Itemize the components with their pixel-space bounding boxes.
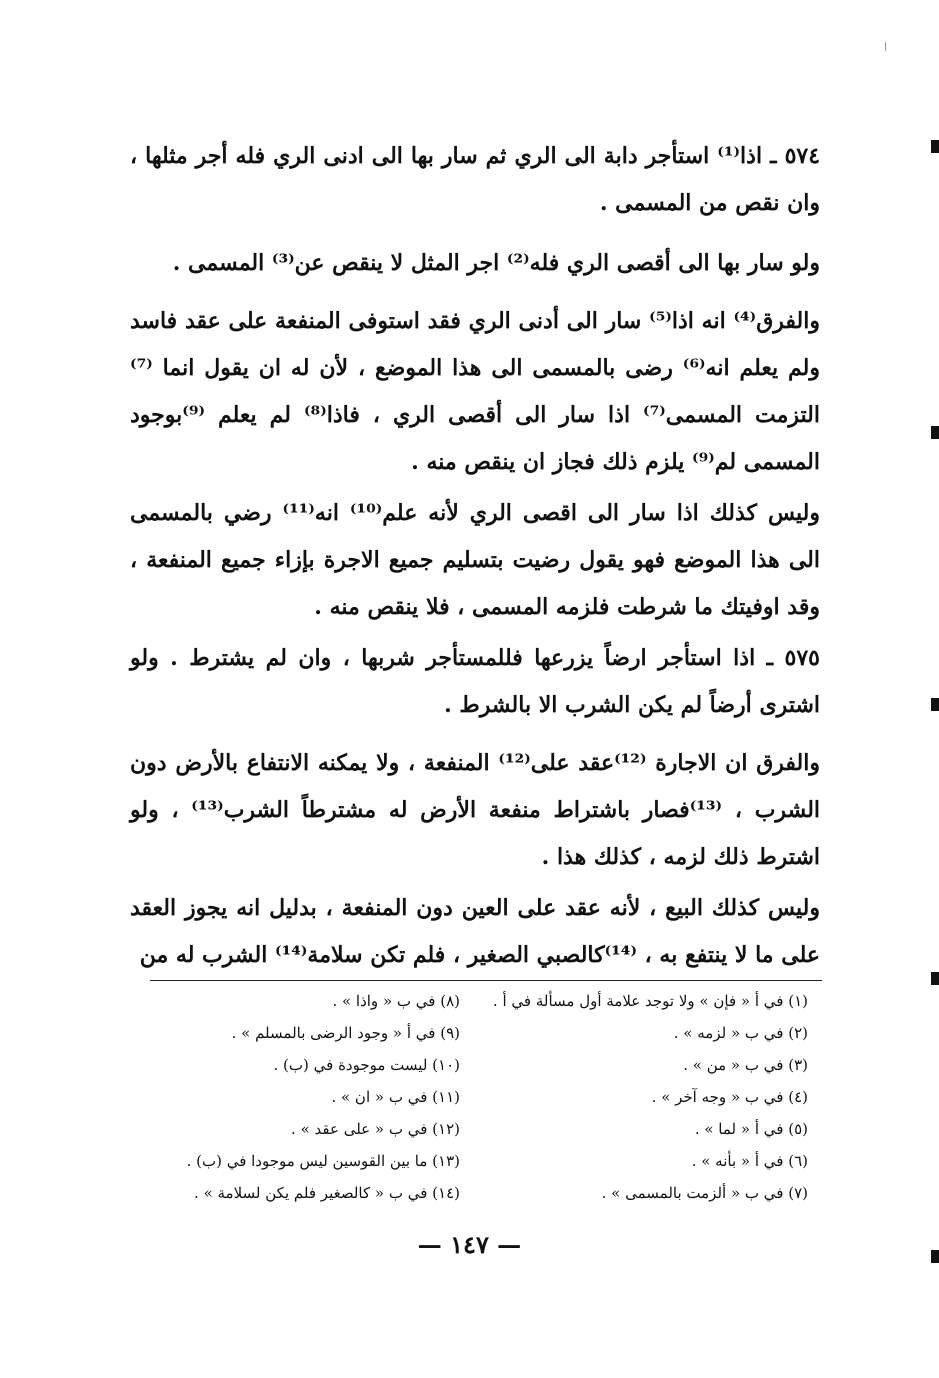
paragraph-574-b — [130, 240, 820, 287]
footnote: (٣) في ب « من » . — [683, 1056, 808, 1074]
paragraph-text: ٥٧٤ ـ اذا⁽¹⁾ استأجر دابة الى الري ثم سار بها الى ادنى الري فله أجر مثلها ، وان نقص من المسمى . — [130, 143, 821, 216]
footnote: (٨) في ب « واذا » . — [332, 992, 460, 1010]
footnote: (٩) في أ « وجود الرضى بالمسلم » . — [231, 1024, 460, 1042]
footnotes-left-column — [130, 985, 460, 1209]
paragraph-text: والفرق⁽⁴⁾ انه اذا⁽⁵⁾ سار الى أدنى الري فقد استوفى المنفعة على عقد فاسد ولم يعلم انه⁽⁶⁾ رضى بالمسمى الى هذا الموضع ، لأن له ان يقول انما ⁽⁷⁾التزمت المسمى⁽⁷⁾ اذا سار الى أقصى الري ، فاذا⁽⁸⁾ لم يعلم ⁽⁹⁾بوجود المسمى لم⁽⁹⁾ يلزم ذلك فجاز ان ينقص منه . — [130, 308, 820, 475]
footnote-divider — [150, 980, 822, 981]
edge-mark — [931, 972, 939, 985]
footnote: (١٠) ليست موجودة في (ب) . — [273, 1056, 460, 1074]
paragraph-not-so-2 — [130, 885, 820, 979]
paragraph-text: وليس كذلك اذا سار الى اقصى الري لأنه علم⁽¹⁰⁾ انه⁽¹¹⁾ رضي بالمسمى الى هذا الموضع فهو يقول رضيت بتسليم جميع الاجرة بإزاء جميع المنفعة ، وقد اوفيتك ما شرطت فلزمه المسمى ، فلا ينقص منه . — [130, 500, 820, 620]
footnotes-right-column — [473, 985, 808, 1209]
footnote: (٤) في ب « وجه آخر » . — [651, 1088, 808, 1106]
page-number: — ١٤٧ — — [417, 1230, 522, 1259]
paragraph-text: والفرق ان الاجارة ⁽¹²⁾عقد على⁽¹²⁾ المنفعة ، ولا يمكنه الانتفاع بالأرض دون الشرب ، ⁽¹³⁾فصار باشتراط منفعة الأرض له مشترطاً الشرب⁽¹³⁾ ، ولو اشترط ذلك لزمه ، كذلك هذا . — [130, 750, 821, 870]
paragraph-not-so-1 — [130, 490, 820, 631]
scan-mark — [885, 42, 886, 51]
edge-mark — [931, 698, 939, 711]
footnote: (٢) في ب « لزمه » . — [673, 1024, 808, 1042]
edge-mark — [931, 1250, 939, 1263]
footnote: (٧) في ب « ألزمت بالمسمى » . — [601, 1184, 808, 1202]
footnote: (١٤) في ب « كالصغير فلم يكن لسلامة » . — [194, 1184, 460, 1202]
footnote: (٥) في أ « لما » . — [694, 1120, 808, 1138]
paragraph-text: ولو سار بها الى أقصى الري فله⁽²⁾ اجر المثل لا ينقص عن⁽³⁾ المسمى . — [172, 250, 820, 276]
paragraph-text: ٥٧٥ ـ اذا استأجر ارضاً يزرعها فللمستأجر شربها ، وان لم يشترط . ولو اشترى أرضاً لم يكن الشرب الا بالشرط . — [130, 645, 820, 718]
edge-mark — [931, 140, 939, 153]
footnote: (١١) في ب « ان » . — [331, 1088, 460, 1106]
footnote: (٦) في أ « بأنه » . — [691, 1152, 808, 1170]
edge-mark — [931, 426, 939, 439]
paragraph-575 — [130, 635, 820, 729]
paragraph-difference-2 — [130, 740, 820, 881]
paragraph-574 — [130, 133, 820, 227]
footnote: (١) في أ « فإن » ولا توجد علامة أول مسألة في أ . — [492, 992, 808, 1010]
paragraph-text: وليس كذلك البيع ، لأنه عقد على العين دون المنفعة ، بدليل انه يجوز العقد على ما لا ينتفع به ، ⁽¹⁴⁾كالصبي الصغير ، فلم تكن سلامة⁽¹⁴⁾ الشرب له من — [130, 895, 820, 968]
paragraph-difference-1 — [130, 298, 820, 486]
footnote: (١٣) ما بين القوسين ليس موجودا في (ب) . — [186, 1152, 460, 1170]
footnote: (١٢) في ب « على عقد » . — [291, 1120, 460, 1138]
